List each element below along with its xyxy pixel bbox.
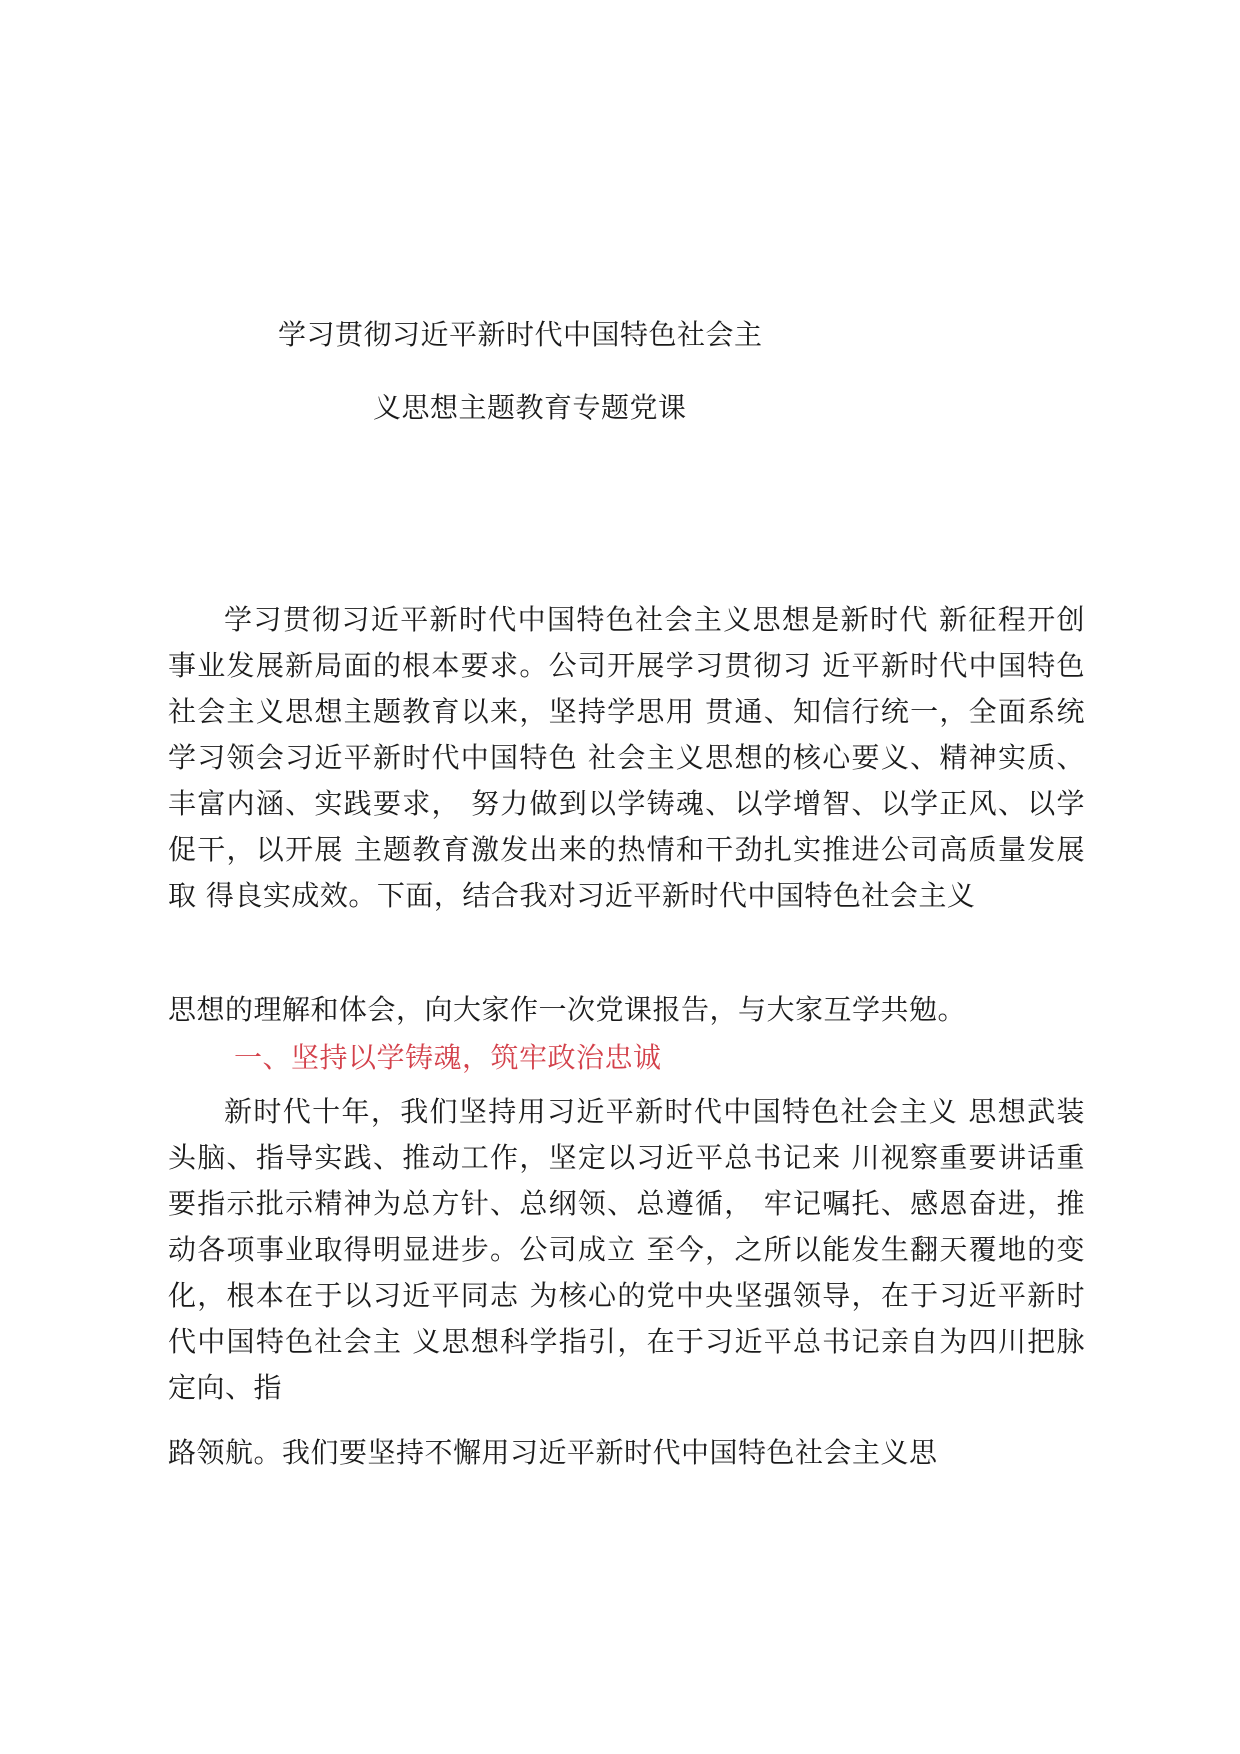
intro-paragraph-continuation: 思想的理解和体会，向大家作一次党课报告，与大家互学共勉。 (168, 993, 967, 1026)
intro-paragraph: 学习贯彻习近平新时代中国特色社会主义思想是新时代 新征程开创事业发展新局面的根本要求。公司开展学习贯彻习 近平新时代中国特色社会主义思想主题教育以来，坚持学思用 贯通、知信行统一，全面系统学习领会习近平新时代中国特色 社会主义思想的核心要义、精神实质、丰富内涵、实践要求， 努力做到以学铸魂、以学增智、以学正风、以学促干，以开展 主题教育激发出来的热情和干劲扎实推进公司高质量发展取 得良实成效。下面，结合我对习近平新时代中国特色社会主义 (168, 603, 1085, 912)
document-title-line-1: 学习贯彻习近平新时代中国特色社会主 (278, 318, 763, 351)
section-heading-1: 一、坚持以学铸魂，筑牢政治忠诚 (234, 1041, 662, 1074)
section-1-paragraph: 新时代十年，我们坚持用习近平新时代中国特色社会主义 思想武装头脑、指导实践、推动工作，坚定以习近平总书记来 川视察重要讲话重要指示批示精神为总方针、总纲领、总遵循， 牢记嘱托、感恩奋进，推动各项事业取得明显进步。公司成立 至今，之所以能发生翻天覆地的变化，根本在于以习近平同志 为核心的党中央坚强领导，在于习近平新时代中国特色社会主 义思想科学指引，在于习近平总书记亲自为四川把脉定向、指 (168, 1095, 1085, 1404)
document-title-line-2: 义思想主题教育专题党课 (373, 391, 687, 424)
section-1-paragraph-continuation: 路领航。我们要坚持不懈用习近平新时代中国特色社会主义思 (168, 1436, 938, 1469)
